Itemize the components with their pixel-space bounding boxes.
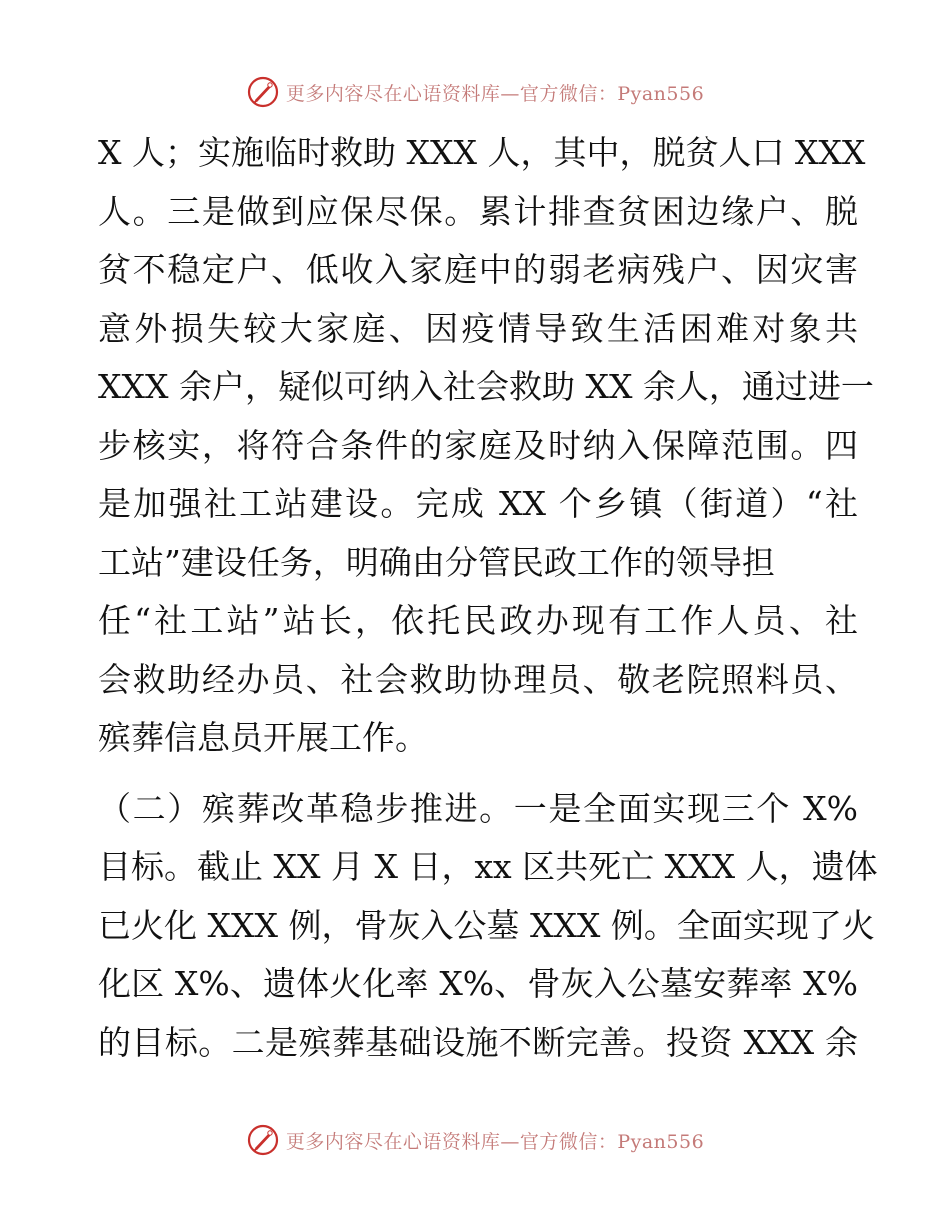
text-line: 化区 X%、遗体火化率 X%、骨灰入公墓安葬率 X% xyxy=(98,964,858,1003)
text-line: 工站”建设任务，明确由分管民政工作的领导担 xyxy=(98,542,775,582)
paragraph xyxy=(98,124,874,768)
watermark-banner-bottom xyxy=(0,1120,950,1160)
text-line: X 人；实施临时救助 XXX 人，其中，脱贫人口 XXX xyxy=(98,133,866,172)
text-line: 意外损失较大家庭、因疫情导致生活困难对象共 xyxy=(98,308,858,348)
text-line: 殡葬信息员开展工作。 xyxy=(98,718,428,757)
watermark-banner-top xyxy=(0,72,950,112)
text-line: XXX 余户，疑似可纳入社会救助 XX 余人，通过进一 xyxy=(98,367,874,406)
paragraph-gap xyxy=(98,768,858,780)
text-line: 贫不稳定户、低收入家庭中的弱老病残户、因灾害 xyxy=(98,250,858,289)
watermark-text: 更多内容尽在心语资料库—官方微信：Pyan556 xyxy=(285,1130,705,1153)
text-line: 人。三是做到应保尽保。累计排查贫困边缘户、脱 xyxy=(98,191,858,231)
paragraph xyxy=(98,780,878,1073)
text-line: （二）殡葬改革稳步推进。一是全面实现三个 X% xyxy=(98,788,858,828)
text-line: 会救助经办员、社会救助协理员、敬老院照料员、 xyxy=(98,659,858,699)
watermark-text: 更多内容尽在心语资料库—官方微信：Pyan556 xyxy=(285,82,705,105)
text-line: 步核实，将符合条件的家庭及时纳入保障范围。四 xyxy=(98,425,858,465)
quill-pen-circle-icon xyxy=(246,75,280,109)
text-line: 是加强社工站建设。完成 XX 个乡镇（街道）“社 xyxy=(98,484,858,523)
text-line: 任“社工站”站长，依托民政办现有工作人员、社 xyxy=(98,601,858,640)
document-body xyxy=(98,124,878,1072)
text-line: 的目标。二是殡葬基础设施不断完善。投资 XXX 余 xyxy=(98,1022,858,1062)
text-line: 已火化 XXX 例，骨灰入公墓 XXX 例。全面实现了火 xyxy=(98,905,875,945)
quill-pen-circle-icon xyxy=(246,1123,280,1157)
text-line: 目标。截止 XX 月 X 日，xx 区共死亡 XXX 人，遗体 xyxy=(98,847,878,886)
